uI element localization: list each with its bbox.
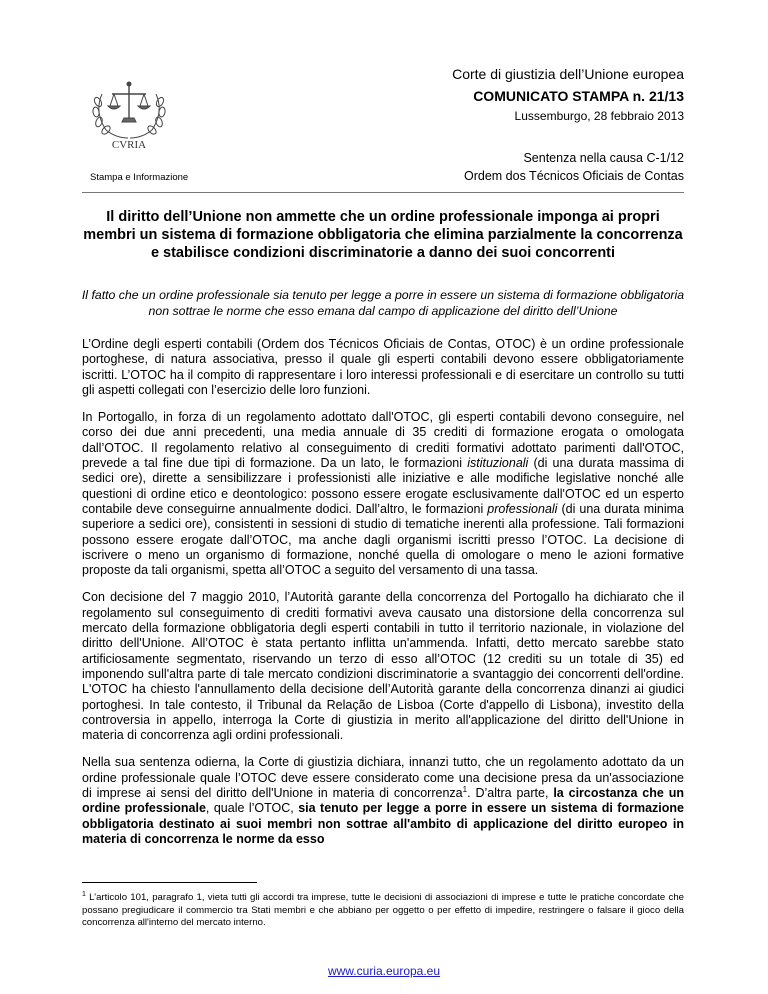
curia-logo — [84, 72, 174, 152]
footnote — [82, 889, 684, 930]
paragraph-3: Con decisione del 7 maggio 2010, l’Autorità garante della concorrenza del Portogallo ha dichiarato che il regolamento sul conseguimento di crediti formativi aveva causato una distorsione della concorrenza sul mercato della formazione obbligatoria degli esperti contabili in tutto il territorio nazionale, in violazione del diritto dell'Unione. All’OTOC è stata pertanto inflitta un'ammenda. Infatti, detto mercato sarebbe stato artificiosamente segmentato, riservando un terzo di esso all’OTOC (12 crediti su un totale di 35) ed imponendo sull'altra parte di tale mercato condizioni discriminatorie a svantaggio dei concorrenti dell'ordine. L'OTOC ha chiesto l'annullamento della decisione dell’Autorità garante della concorrenza dinanzi ai giudici portoghesi. In tale contesto, il Tribunal da Relação de Lisboa (Corte d'appello di Lisbona), investito della controversia in appello, interroga la Corte di giustizia in merito all'applicazione del diritto dell'Unione in materia di concorrenza agli ordini professionali. — [82, 590, 684, 743]
press-release-number: COMUNICATO STAMPA n. 21/13 — [473, 88, 684, 104]
subheadline: Il fatto che un ordine professionale sia tenuto per legge a porre in essere un sistema di formazione obbligatoria non sottrae le norme che esso emana dal campo di applicazione del diritto dell’Unione — [81, 288, 685, 318]
department-label: Stampa e Informazione — [90, 172, 189, 183]
court-name: Corte di giustizia dell’Unione europea — [452, 66, 684, 82]
body-text — [82, 337, 684, 847]
paragraph-4 — [82, 755, 684, 847]
paragraph-4-bold-2: sia tenuto per legge a porre in essere un sistema di formazione obbligatoria destinato ai suoi membri non sottrae all'ambito di applicazione del diritto europeo in materia di concorrenza le norme da esso — [82, 801, 684, 846]
paragraph-4-text-a: Nella sua sentenza odierna, la Corte di giustizia dichiara, innanzi tutto, che un regolamento adottato da un ordine professionale quale l’OTOC deve essere considerato come una decisione presa da un'associazione di imprese ai sensi del diritto dell'Unione in materia di concorrenza — [82, 755, 684, 801]
footer-link[interactable]: www.curia.europa.eu — [327, 964, 441, 978]
footnote-reference[interactable]: 1 — [462, 784, 468, 794]
footnote-divider — [82, 882, 257, 883]
header-divider — [82, 192, 684, 193]
footnote-text: L’articolo 101, paragrafo 1, vieta tutti gli accordi tra imprese, tutte le decisioni di associazioni di imprese e tutte le pratiche concordate che possano pregiudicare il commercio tra Stati membri e che abbiano per oggetto o per effetto di impedire, restringere o falsare il gioco della concorrenza all'interno del mercato interno. — [82, 892, 684, 929]
paragraph-2 — [82, 410, 684, 578]
paragraph-2-text-c: (di una durata minima superiore a sedici ore), consistenti in sessioni di studio di tematiche inerenti alla professione. Tali formazioni possono essere erogate dall’OTOC, ma anche dagli organismi iscritti presso l’OTOC. La decisione di iscrivere o meno un organismo di formazione, nonché quella di omologare o meno le azioni formative proposte da tali organismi, spetta all’OTOC a seguito del versamento di una tassa. — [82, 501, 684, 578]
paragraph-2-text-b: (di una durata massima di sedici ore), dirette a sensibilizzare i professionisti alle iniziative e alle modifiche legislative nonché alle questioni di ordine etico e deontologico: possono essere erogate esclusivamente dall'OTOC ed un esperto contabile deve conseguirne annualmente dodici. Dall’altro, le formazioni — [82, 456, 684, 516]
footnote-number: 1 — [82, 891, 86, 898]
headline: Il diritto dell’Unione non ammette che un ordine professionale imponga ai propri membri un sistema di formazione obbligatoria che elimina parzialmente la concorrenza e stabilisce condizioni discriminatorie a danno dei suoi concorrenti — [83, 209, 683, 261]
case-name: Ordem dos Técnicos Oficiais de Contas — [463, 169, 684, 183]
paragraph-2-emphasis-1: istituzionali — [467, 456, 529, 471]
paragraph-2-emphasis-2: professionali — [487, 501, 558, 516]
paragraph-1: L’Ordine degli esperti contabili (Ordem dos Técnicos Oficiais de Contas, OTOC) è un ordine professionale portoghese, di natura associativa, presso il quale gli esperti contabili devono essere obbligatoriamente iscritti. L’OTOC ha il compito di rappresentare i loro interessi professionali e di esercitare un controllo su tutti gli aspetti collegati con l’esercizio delle loro funzioni. — [82, 337, 684, 397]
place-date: Lussemburgo, 28 febbraio 2013 — [514, 109, 684, 123]
curia-logo-text: CVRIA — [111, 139, 147, 151]
paragraph-4-bold-1: la circostanza che un ordine professionale — [82, 786, 684, 816]
paragraph-4-text-c: , quale l’OTOC, — [205, 801, 299, 816]
paragraph-4-text-b: . D’altra parte, — [467, 786, 554, 801]
case-number: Sentenza nella causa C-1/12 — [523, 151, 684, 165]
paragraph-2-text-a: In Portogallo, in forza di un regolamento adottato dall'OTOC, gli esperti contabili devono conseguire, nel corso dei due anni precedenti, una media annuale di 35 crediti di formazione erogata o omologata dall’OTOC. Il regolamento relativo al conseguimento di crediti formativi adottato parimenti dall'OTOC, prevede a tal fine due tipi di formazione. Da un lato, le formazioni — [82, 410, 684, 471]
